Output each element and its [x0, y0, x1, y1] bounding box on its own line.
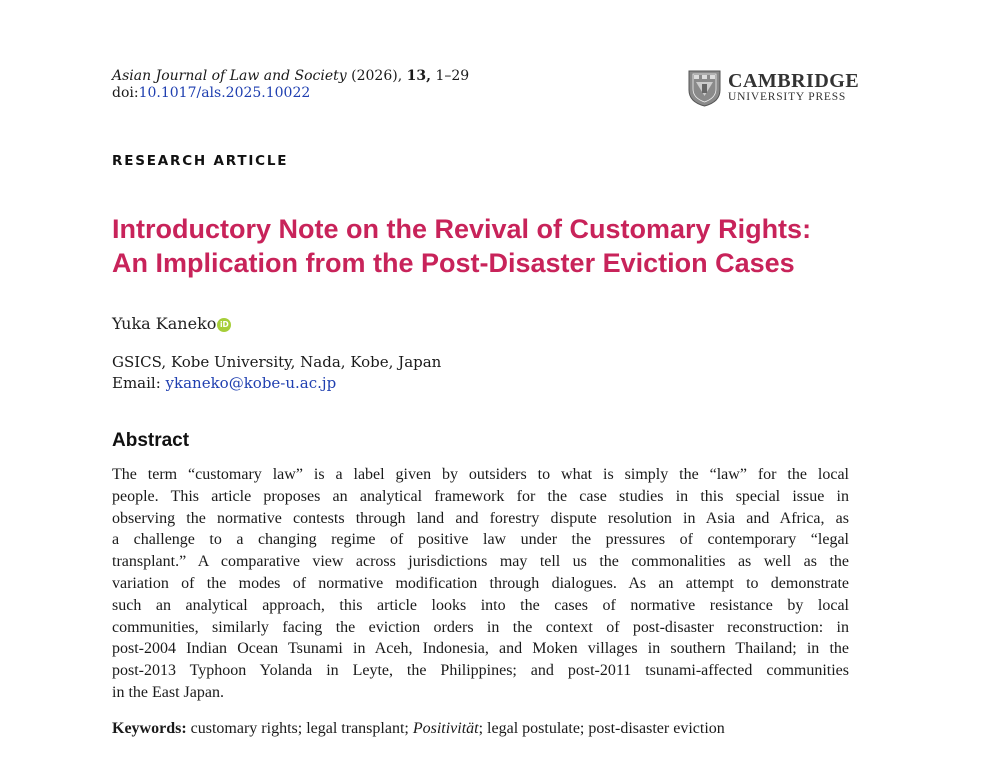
keywords-part-2: ; legal postulate; post-disaster eviction [478, 720, 725, 737]
abstract-line: post-2004 Indian Ocean Tsunami in Aceh, Indonesia, and Moken villages in southern Thailand; in the [112, 640, 849, 658]
abstract-line: The term “customary law” is a label given by outsiders to what is simply the “law” for the local [112, 466, 849, 483]
keywords-italic-term: Positivität [412, 720, 479, 737]
keywords-part-1: customary rights; legal transplant; [186, 720, 413, 737]
keywords-label: Keywords: [112, 720, 187, 737]
email-line [112, 373, 441, 394]
title-line-1: Introductory Note on the Revival of Customary Rights: [112, 214, 812, 244]
abstract-line: transplant.” A comparative view across jurisdictions may tell us the commonalities as well as the [112, 553, 849, 571]
doi-line [112, 85, 469, 102]
article-type-label: RESEARCH ARTICLE [112, 153, 289, 169]
abstract-line: observing the normative contests through land and forestry dispute resolution in Asia and Africa, as [112, 509, 849, 527]
doi-prefix: doi: [112, 85, 139, 101]
journal-name: Asian Journal of Law and Society [112, 68, 347, 84]
email-label: Email: [112, 374, 161, 392]
abstract-line: communities, similarly facing the eviction orders in the context of post-disaster reconstruction: in [112, 618, 849, 636]
citation-line [112, 68, 469, 85]
citation-volume: 13, [406, 68, 431, 84]
abstract-body [112, 464, 849, 704]
abstract-line: people. This article proposes an analytical framework for the case studies in this special issue in [112, 487, 849, 505]
publisher-logo[interactable] [688, 70, 860, 110]
author-name: Yuka Kaneko [112, 314, 217, 333]
abstract-line: post-2013 Typhoon Yolanda in Leyte, the Philippines; and post-2011 tsunami-affected communities [112, 662, 849, 680]
title-line-2: An Implication from the Post-Disaster Eviction Cases [112, 248, 795, 278]
keywords-line [112, 720, 725, 738]
doi-link[interactable]: 10.1017/als.2025.10022 [138, 85, 311, 101]
abstract-heading: Abstract [112, 430, 190, 451]
abstract-line: variation of the modes of normative modification through dialogues. As an attempt to demonstrate [112, 574, 849, 592]
abstract-line: such an analytical approach, this article looks into the cases of normative resistance by local [112, 596, 849, 614]
publisher-subtitle: UNIVERSITY PRESS [728, 91, 847, 103]
abstract-line: a challenge to a changing regime of positive law under the pressures of contemporary “legal [112, 531, 849, 549]
citation-pages: 1–29 [435, 68, 470, 84]
abstract-line: in the East Japan. [112, 683, 224, 701]
cambridge-crest-icon [688, 70, 721, 107]
article-title [112, 212, 872, 280]
author-line [112, 314, 231, 333]
affiliation-block [112, 352, 441, 394]
email-link[interactable]: ykaneko@kobe-u.ac.jp [165, 374, 337, 392]
orcid-icon[interactable]: iD [217, 318, 231, 332]
publisher-name: CAMBRIDGE [728, 70, 860, 92]
citation-year: (2026), [351, 68, 403, 84]
citation-block [112, 68, 469, 102]
affiliation-institution: GSICS, Kobe University, Nada, Kobe, Japan [112, 353, 442, 371]
